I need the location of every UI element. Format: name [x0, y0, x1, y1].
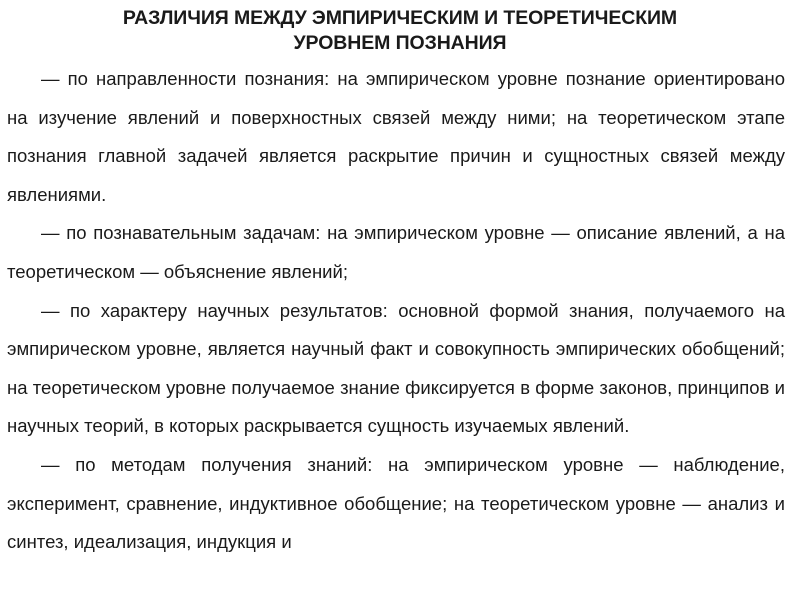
slide-title — [0, 6, 800, 56]
slide-title-line-1: РАЗЛИЧИЯ МЕЖДУ ЭМПИРИЧЕСКИМ И ТЕОРЕТИЧЕСКИМ — [122, 7, 678, 29]
paragraph-scientific-results: — по характеру научных результатов: основной формой знания, получаемого на эмпирическом уровне, является научный факт и совокупность эмпирических обобщений; на теоретическом уровне получаемое знание фиксируется в форме законов, принципов и научных теорий, в которых раскрывается сущность изучаемых явлений. — [7, 299, 785, 437]
slide-title-line-2: УРОВНЕМ ПОЗНАНИЯ — [293, 32, 507, 54]
paragraph-methods: — по методам получения знаний: на эмпирическом уровне — наблюдение, эксперимент, сравнение, индуктивное обобщение; на теоретическом уровне — анализ и синтез, идеализация, индукция и — [7, 453, 785, 553]
paragraph-direction-of-cognition: — по направленности познания: на эмпирическом уровне познание ориентировано на изучение явлений и поверхностных связей между ними; на теоретическом этапе познания главной задачей является раскрытие причин и сущностных связей между явлениями. — [7, 68, 785, 205]
paragraph-cognitive-tasks: — по познавательным задачам: на эмпирическом уровне — описание явлений, а на теоретическом — объяснение явлений; — [7, 222, 785, 282]
slide-body — [7, 60, 785, 562]
